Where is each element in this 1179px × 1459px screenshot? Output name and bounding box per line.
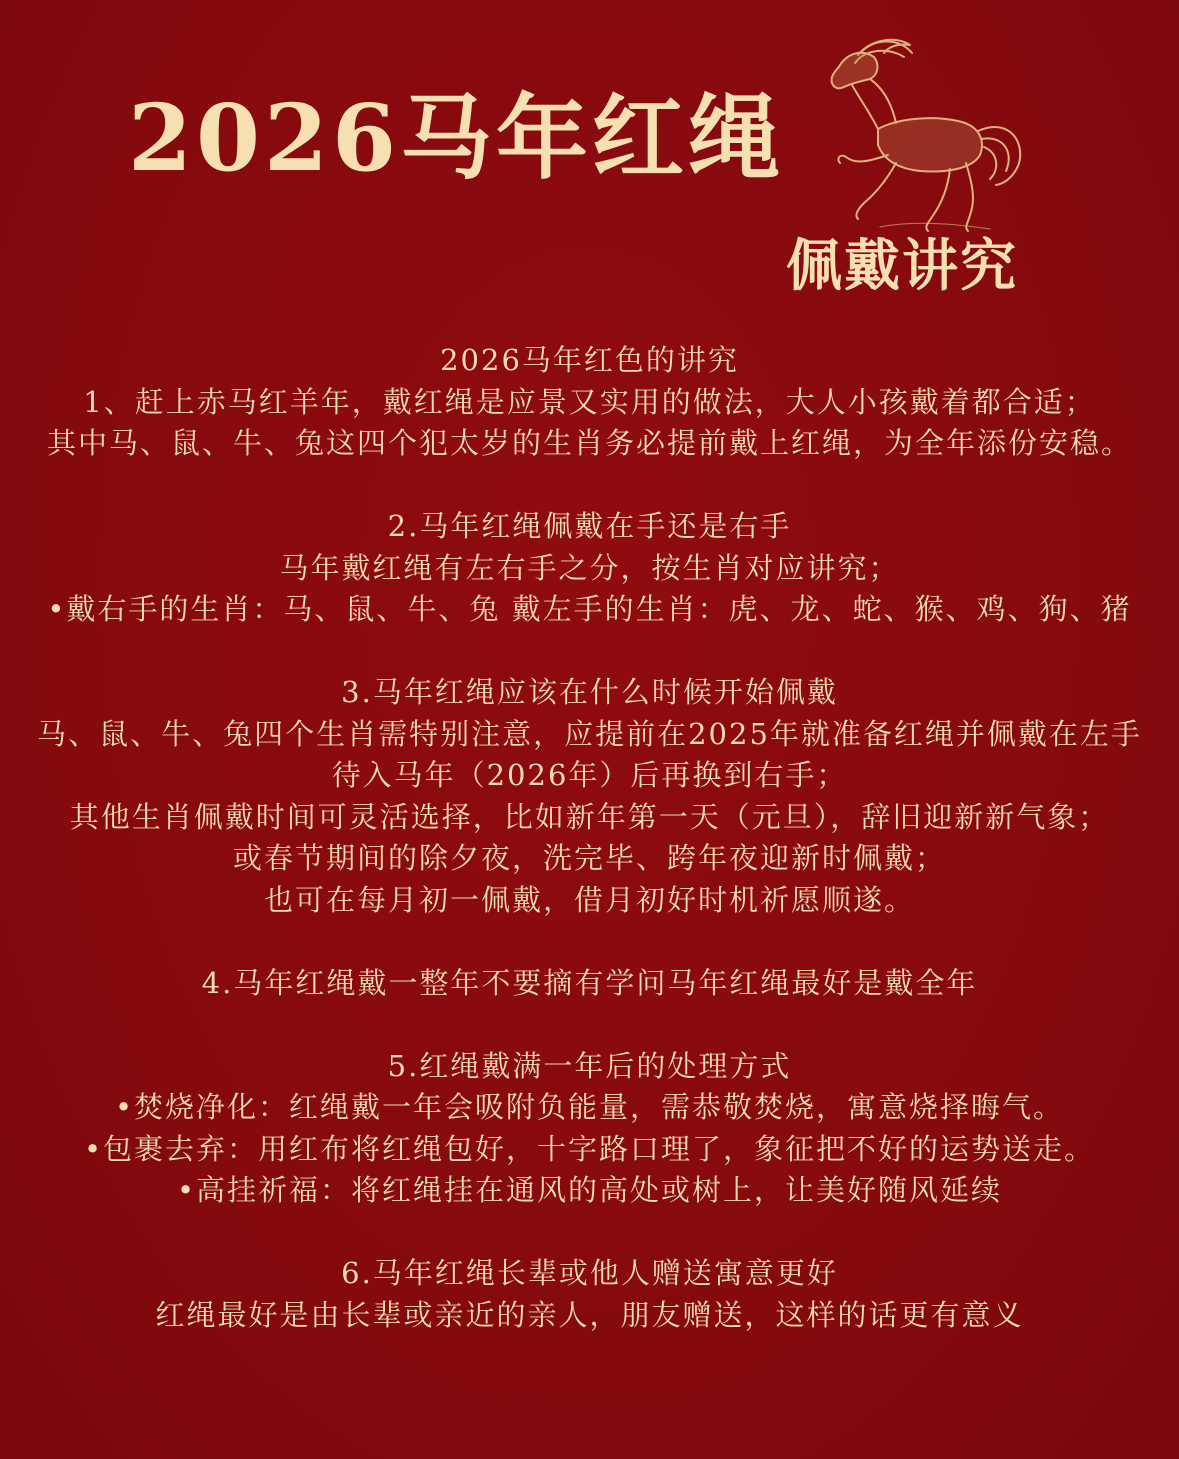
section-text: •包裹去弃：用红布将红绳包好，十字路口理了，象征把不好的运势送走。: [83, 1131, 1096, 1166]
section-gap: [0, 1212, 1179, 1254]
section-text: 待入马年（2026年）后再换到右手；: [331, 758, 848, 792]
section-text: 其中马、鼠、牛、兔这四个犯太岁的生肖务必提前戴上红绳，为全年添份安稳。: [46, 426, 1132, 460]
galloping-horse-icon: [800, 35, 1030, 235]
section-text: 1、赶上赤马红羊年，戴红绳是应景又实用的做法，大人小孩戴着都合适；: [83, 384, 1096, 419]
section-text: 马年戴红绳有左右手之分，按生肖对应讲究；: [279, 550, 900, 585]
section-gap: [0, 465, 1179, 507]
section-text: 红绳最好是由长辈或亲近的亲人，朋友赠送，这样的话更有意义: [155, 1297, 1024, 1332]
section-heading: 5.红绳戴满一年后的处理方式: [387, 1048, 792, 1083]
section-heading: 3.马年红绳应该在什么时候开始佩戴: [341, 675, 838, 709]
section-gap: [0, 1004, 1179, 1046]
section-gap: [0, 631, 1179, 673]
section-heading: 2026马年红色的讲究: [440, 343, 739, 377]
page-subtitle: 佩戴讲究: [786, 233, 1018, 299]
section-text: •戴右手的生肖：马、鼠、牛、兔 戴左手的生肖：虎、龙、蛇、猴、鸡、狗、猪: [47, 592, 1132, 626]
section-text: 其他生肖佩戴时间可灵活选择，比如新年第一天（元旦），辞旧迎新新气象；: [69, 799, 1110, 834]
section-heading: 4.马年红绳戴一整年不要摘有学问马年红绳最好是戴全年: [201, 965, 978, 1000]
section-text: 或春节期间的除夕夜，洗完毕、跨年夜迎新时佩戴；: [232, 841, 946, 875]
section-heading: 6.马年红绳长辈或他人赠送寓意更好: [341, 1256, 838, 1290]
section-text: •焚烧净化：红绳戴一年会吸附负能量，需恭敬焚烧，寓意烧择晦气。: [114, 1090, 1065, 1124]
article-body: [0, 340, 1179, 1336]
section-heading: 2.马年红绳佩戴在手还是右手: [387, 509, 792, 543]
page-title: 2026马年红绳: [128, 84, 785, 192]
section-gap: [0, 921, 1179, 963]
section-text: •高挂祈福：将红绳挂在通风的高处或树上，让美好随风延续: [176, 1173, 1003, 1207]
section-text: 也可在每月初一佩戴，借月初好时机祈愿顺遂。: [263, 882, 915, 917]
section-text: 马、鼠、牛、兔四个生肖需特别注意，应提前在2025年就准备红绳并佩戴在左手: [37, 716, 1142, 751]
